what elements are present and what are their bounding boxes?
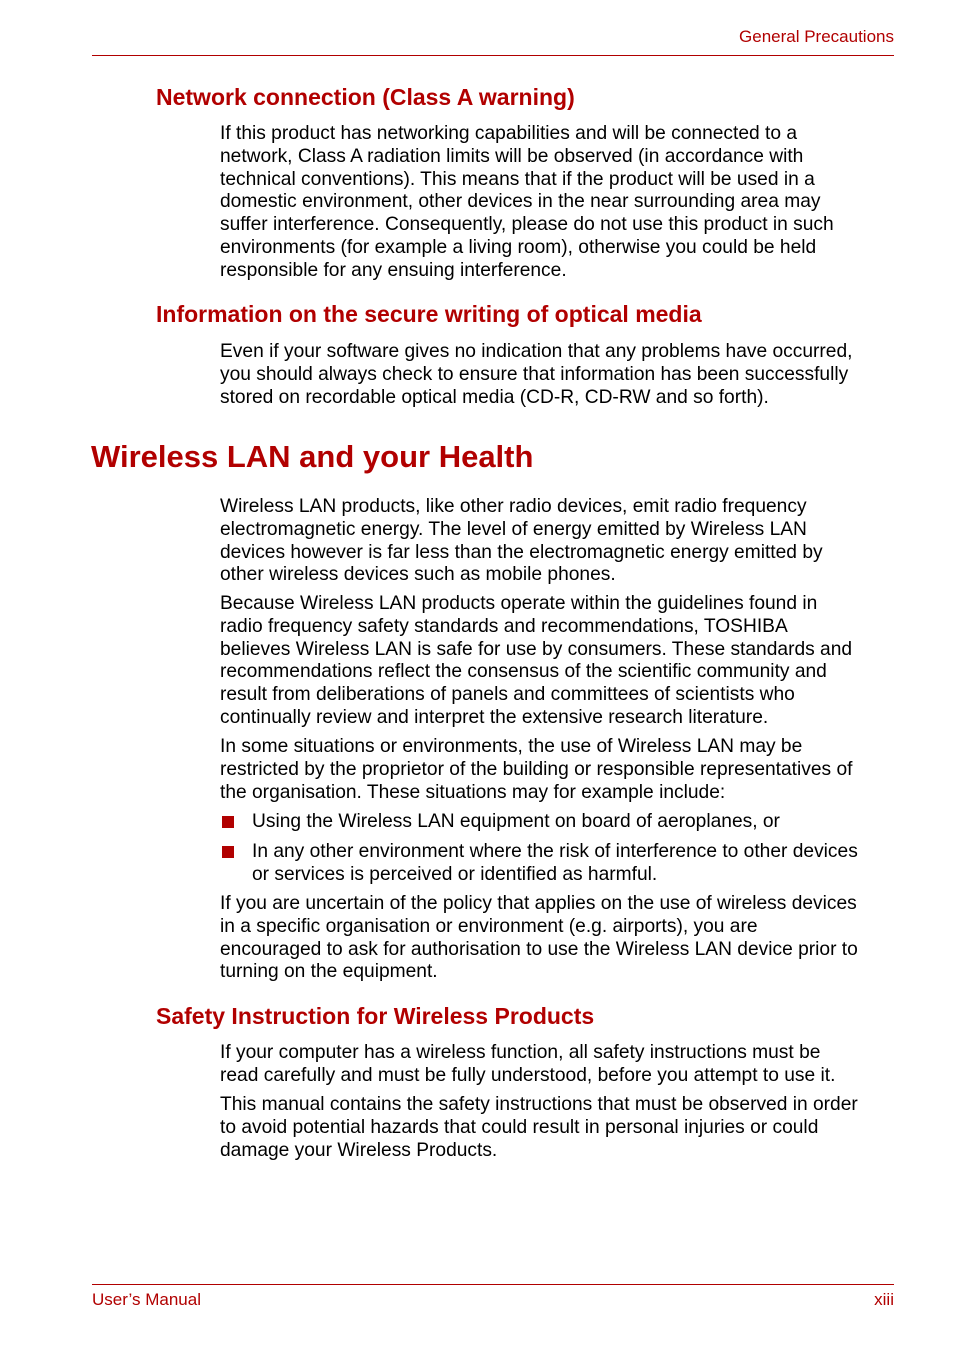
text-line: you should always check to ensure that information has been successfully [220, 363, 849, 385]
network-heading: Network connection (Class A warning) [156, 84, 575, 110]
header-divider [92, 55, 894, 56]
text-line: the organisation. These situations may for example include: [220, 781, 726, 803]
bullet-text [252, 811, 780, 834]
wireless-health-title: Wireless LAN and your Health [91, 439, 534, 474]
text-line: devices however is far less than the electromagnetic energy emitted by [220, 541, 823, 563]
wireless-paragraph-1 [220, 496, 900, 587]
text-line: stored on recordable optical media (CD-R, CD-RW and so forth). [220, 386, 769, 408]
text-line: electromagnetic energy. The level of energy emitted by Wireless LAN [220, 518, 807, 540]
text-line: This manual contains the safety instructions that must be observed in order [220, 1094, 858, 1115]
network-paragraph [220, 123, 900, 283]
text-line: If your computer has a wireless function, all safety instructions must be [220, 1042, 821, 1063]
footer-divider [92, 1284, 894, 1285]
text-line: restricted by the proprietor of the building or responsible representatives of [220, 758, 853, 780]
text-line: domestic environment, other devices in the near surrounding area may [220, 191, 821, 213]
text-line: turning on the equipment. [220, 961, 438, 983]
text-line: environments (for example a living room), otherwise you could be held [220, 236, 817, 258]
text-line: or services is perceived or identified as harmful. [252, 863, 658, 885]
text-line: other wireless devices such as mobile phones. [220, 564, 616, 586]
text-line: Because Wireless LAN products operate within the guidelines found in [220, 593, 818, 614]
optical-paragraph [220, 341, 900, 409]
text-line: Using the Wireless LAN equipment on board of aeroplanes, or [252, 811, 780, 832]
optical-heading: Information on the secure writing of optical media [156, 301, 702, 327]
safety-heading: Safety Instruction for Wireless Products [156, 1003, 595, 1029]
text-line: Even if your software gives no indication that any problems have occurred, [220, 341, 853, 362]
text-line: believes Wireless LAN is safe for use by consumers. These standards and [220, 638, 853, 660]
text-line: If this product has networking capabilities and will be connected to a [220, 123, 798, 144]
text-line: continually review and interpret the extensive research literature. [220, 706, 769, 728]
text-line: technical conventions). This means that if the product will be used in a [220, 168, 815, 190]
square-bullet-icon [222, 816, 234, 828]
running-head: General Precautions [739, 27, 894, 46]
square-bullet-icon [222, 846, 234, 858]
text-line: In some situations or environments, the use of Wireless LAN may be [220, 736, 803, 757]
text-line: result from deliberations of panels and committees of scientists who [220, 684, 795, 706]
text-line: read carefully and must be fully understood, before you attempt to use it. [220, 1064, 836, 1086]
text-line: radio frequency safety standards and recommendations, TOSHIBA [220, 615, 788, 637]
text-line: to avoid potential hazards that could result in personal injuries or could [220, 1116, 819, 1138]
text-line: Wireless LAN products, like other radio devices, emit radio frequency [220, 496, 807, 517]
wireless-paragraph-2 [220, 593, 900, 730]
text-line: in a specific organisation or environment (e.g. airports), you are [220, 915, 758, 937]
text-line: If you are uncertain of the policy that applies on the use of wireless devices [220, 893, 857, 914]
text-line: network, Class A radiation limits will be observed (in accordance with [220, 145, 804, 167]
text-line: recommendations reflect the consensus of the scientific community and [220, 661, 827, 683]
text-line: responsible for any ensuing interference. [220, 259, 567, 281]
safety-paragraph-2 [220, 1094, 900, 1162]
text-line: suffer interference. Consequently, please do not use this product in such [220, 214, 834, 236]
wireless-paragraph-4 [220, 893, 900, 984]
wireless-paragraph-3 [220, 736, 900, 804]
text-line: In any other environment where the risk of interference to other devices [252, 841, 858, 862]
text-line: encouraged to ask for authorisation to use the Wireless LAN device prior to [220, 938, 858, 960]
page-number: xiii [874, 1290, 894, 1309]
footer-manual-title: User’s Manual [92, 1290, 201, 1309]
safety-paragraph-1 [220, 1042, 900, 1088]
text-line: damage your Wireless Products. [220, 1139, 498, 1161]
bullet-text [252, 841, 858, 887]
